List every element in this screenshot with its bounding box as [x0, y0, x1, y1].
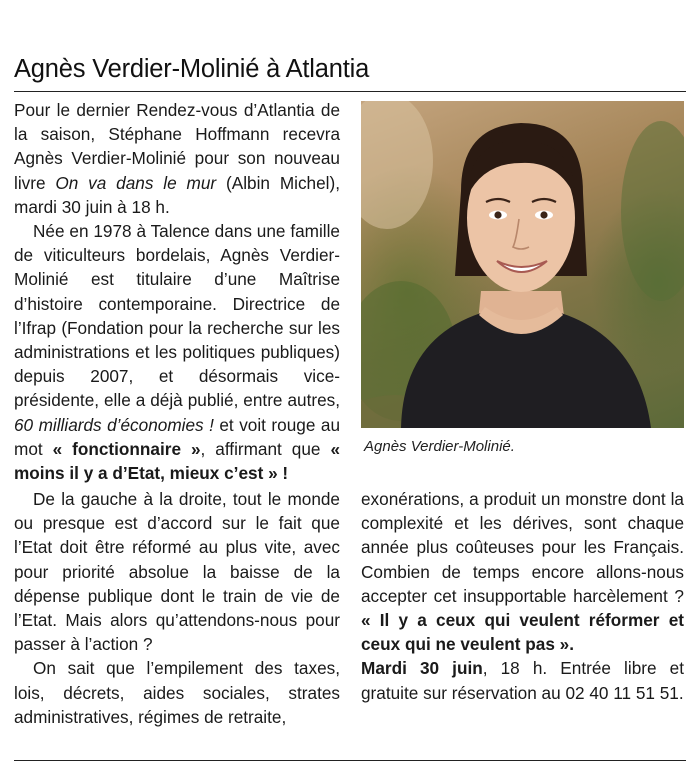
- quote-reformer: « Il y a ceux qui veulent réformer et ceux qui ne veulent pas ».: [361, 610, 684, 655]
- paragraph-bio: [14, 219, 340, 485]
- column-left-bottom: [14, 487, 340, 729]
- paragraph-event: [361, 656, 684, 704]
- headline-rule: [14, 91, 686, 92]
- article-headline: Agnès Verdier-Molinié à Atlantia: [14, 55, 370, 83]
- quote-fonctionnaire: « fonctionnaire »: [52, 438, 201, 459]
- bottom-rule: [14, 760, 686, 761]
- event-date: Mardi 30 juin: [361, 658, 483, 679]
- empilement-cont-text: exonérations, a produit un monstre dont la complexité et les dérives, sont chaque année plus coûteuses pour les Français. Combien de temps encore allons-nous accepter cet insupportable harcèlement ?: [361, 489, 684, 606]
- column-right-bottom: [361, 487, 684, 705]
- bio-text-b: et voit rouge au mot: [14, 414, 340, 459]
- intro-text-a: Pour le dernier Rendez-vous d’Atlantia de la saison, Stéphane Hoffmann recevra Agnès Verdier-Molinié pour son nouveau livre: [14, 100, 340, 193]
- portrait-photo: [361, 101, 684, 428]
- bio-book-title: 60 milliards d’économies !: [14, 414, 214, 435]
- photo-caption: Agnès Verdier-Molinié.: [364, 438, 515, 455]
- bio-text-c: , affirmant que: [200, 438, 331, 459]
- portrait-illustration: [361, 101, 684, 428]
- paragraph-reform: De la gauche à la droite, tout le monde ou presque est d’accord sur le fait que l’Etat doit être réformé au plus vite, avec pour priorité absolue la baisse de la dépense publique dont le train de vie de l’Etat. Mais alors qu’attendons-nous pour passer à l’action ?: [14, 489, 340, 655]
- column-left-top: [14, 98, 340, 485]
- event-details: , 18 h. Entrée libre et gratuite sur réservation au 02 40 11 51 51.: [361, 658, 684, 703]
- bio-text-a: Née en 1978 à Talence dans une famille de viticulteurs bordelais, Agnès Verdier-Molinié est titulaire d’une Maîtrise d’histoire contemporaine. Directrice de l’Ifrap (Fondation pour la recherche sur les administrations et les politiques publiques) depuis 2007, et désormais vice-présidente, elle a déjà publié, entre autres,: [14, 221, 340, 411]
- book-title: On va dans le mur: [55, 172, 217, 193]
- paragraph-intro: [14, 98, 340, 219]
- paragraph-empilement: On sait que l’empilement des taxes, lois, décrets, aides sociales, strates administratives, régimes de retraite,: [14, 658, 340, 727]
- intro-text-b: (Albin Michel), mardi 30 juin à 18 h.: [14, 172, 340, 217]
- quote-moins-etat: « moins il y a d’Etat, mieux c’est » !: [14, 438, 340, 484]
- paragraph-empilement-cont: [361, 487, 684, 656]
